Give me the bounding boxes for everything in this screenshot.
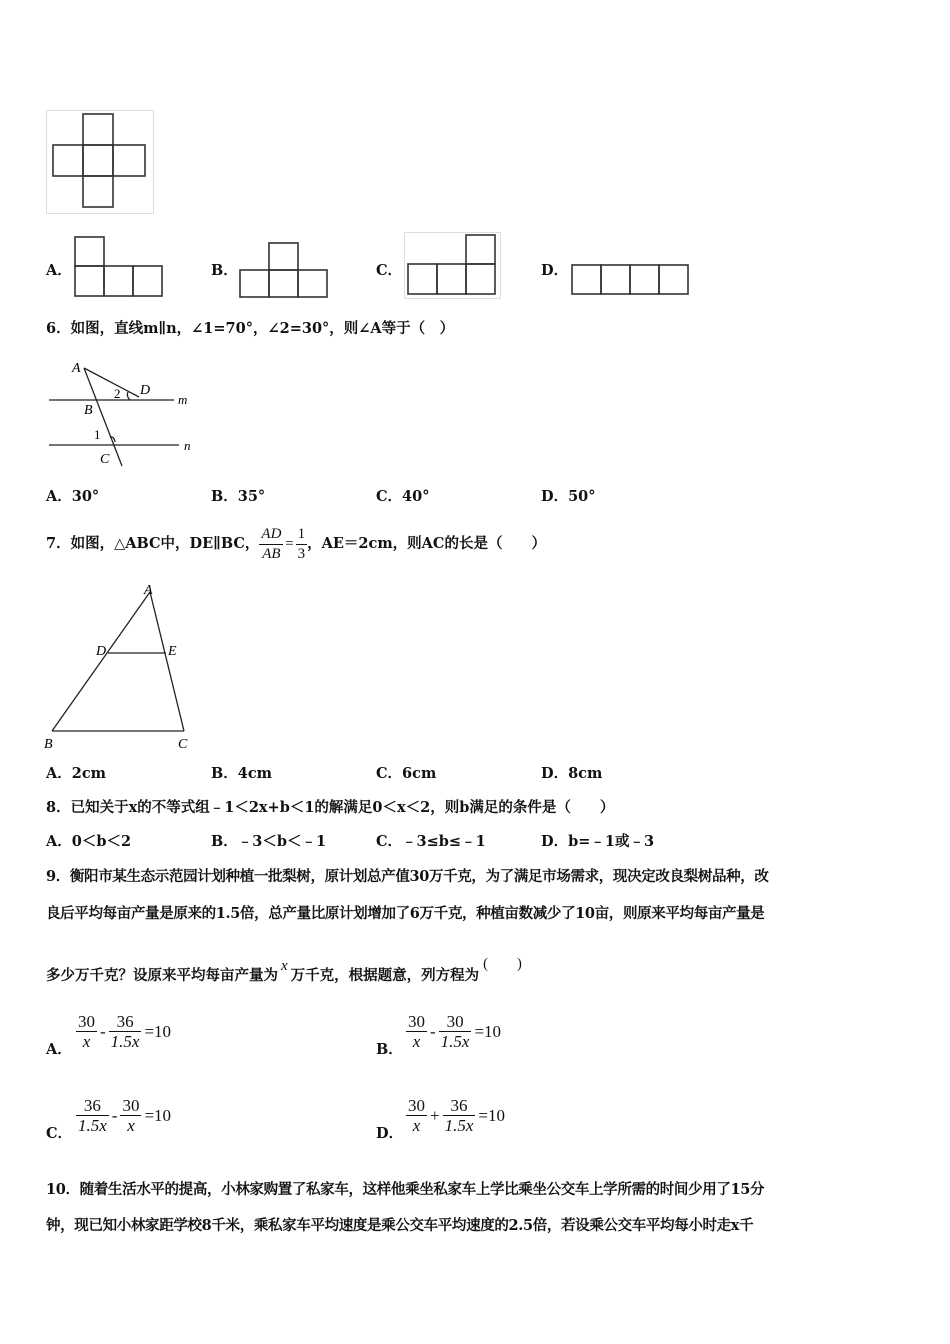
q7-one-third-fraction: $\frac{1}{3}$ [297,525,306,562]
fig7-label-e: E [168,644,177,659]
q9-option-d-equation[interactable]: $\frac{30}{x}$ + $\frac{36}{1.5x}$ =10 [408,1096,505,1135]
q5-option-b-label[interactable]: B． [211,262,238,279]
q9-option-b-label[interactable]: B． [376,1041,403,1058]
q6-figure [44,356,204,472]
q9-option-a-label[interactable]: A． [46,1041,72,1058]
q9-option-b-equation[interactable]: $\frac{30}{x}$ - $\frac{30}{1.5x}$ =10 [408,1012,502,1051]
q9-variable-x: x [281,958,288,974]
q6-option-d[interactable]: D．50° [541,488,596,505]
q9-line-1: 9．衡阳市某生态示范园计划种植一批梨树，原计划总产值30万千克，为了满足市场需求，现决定改良梨树品种，改 [46,868,769,885]
q9-option-c-label[interactable]: C． [46,1125,73,1142]
q7-stem-suffix: ，AE＝2cm，则AC的长是（ ） [307,535,546,552]
q8-option-a[interactable]: A．0＜b＜2 [46,833,132,850]
q5-option-d-label[interactable]: D． [541,262,569,279]
q9-line-3-suffix: 万千克，根据题意，列方程为 [290,967,480,984]
q5-option-a-figure[interactable] [72,235,166,300]
q7-ratio-fraction: $\frac{AD}{AB}$ [261,525,282,562]
q7-option-d[interactable]: D．8cm [541,765,603,782]
q9-line-3-prefix: 多少万千克？设原来平均每亩产量为 [46,967,278,984]
q7-option-c[interactable]: C．6cm [376,765,437,782]
q8-option-c[interactable]: C．﹣3≤b≤﹣1 [376,833,486,850]
q7-option-b[interactable]: B．4cm [211,765,273,782]
fig7-label-c: C [178,737,188,752]
q9-line-3 [46,956,522,986]
q6-stem: 6．如图，直线m∥n，∠1=70°，∠2=30°，则∠A等于（ ） [46,320,455,337]
q9-answer-paren: ( ) [483,956,522,972]
fig6-label-angle-1: 1 [94,427,101,442]
q9-line-2: 良后平均每亩产量是原来的1.5倍，总产量比原计划增加了6万千克，种植亩数减少了10亩，则原来平均每亩产量是 [46,905,765,922]
fig6-label-m: m [178,392,188,407]
fig6-label-n: n [184,438,191,453]
fig7-label-b: B [44,737,53,752]
q6-option-c[interactable]: C．40° [376,488,430,505]
q7-stem-prefix: 7．如图，△ABC中，DE∥BC， [46,535,260,552]
q7-equals: = [285,536,294,552]
fig6-label-a: A [72,361,81,376]
fig6-label-angle-2: 2 [114,386,121,401]
fig6-label-d: D [140,383,151,398]
q8-stem: 8．已知关于x的不等式组﹣1＜2x+b＜1的解满足0＜x＜2，则b满足的条件是（ ） [46,799,615,816]
q9-option-c-equation[interactable]: $\frac{36}{1.5x}$ - $\frac{30}{x}$ =10 [78,1096,172,1135]
q5-option-d-figure[interactable] [569,263,693,297]
q9-option-a-equation[interactable]: $\frac{30}{x}$ - $\frac{36}{1.5x}$ =10 [78,1012,172,1051]
q7-triangle-figure [40,578,200,753]
q6-option-a[interactable]: A．30° [46,488,100,505]
q7-option-a[interactable]: A．2cm [46,765,107,782]
q5-option-c-label[interactable]: C． [376,262,403,279]
q9-option-d-label[interactable]: D． [376,1125,404,1142]
fig6-label-c: C [100,452,110,467]
q5-option-b-figure[interactable] [237,240,331,300]
fig7-label-a: A [144,583,153,598]
q5-net-figure [46,110,156,216]
q8-option-d[interactable]: D．b=﹣1或﹣3 [541,833,655,850]
q8-option-b[interactable]: B．﹣3＜b＜﹣1 [211,833,327,850]
q5-option-c-figure[interactable] [404,232,502,300]
q5-option-a-label[interactable]: A． [46,262,72,279]
q10-line-2: 钟，现已知小林家距学校8千米，乘私家车平均速度是乘公交车平均速度的2.5倍，若设乘公交车平均每小时走x千 [46,1217,754,1234]
q7-stem [46,522,546,566]
q10-line-1: 10．随着生活水平的提高，小林家购置了私家车，这样他乘坐私家车上学比乘坐公交车上学所需的时间少用了15分 [46,1181,765,1198]
fig7-label-d: D [96,644,107,659]
q6-option-b[interactable]: B．35° [211,488,266,505]
fig6-label-b: B [84,403,93,418]
